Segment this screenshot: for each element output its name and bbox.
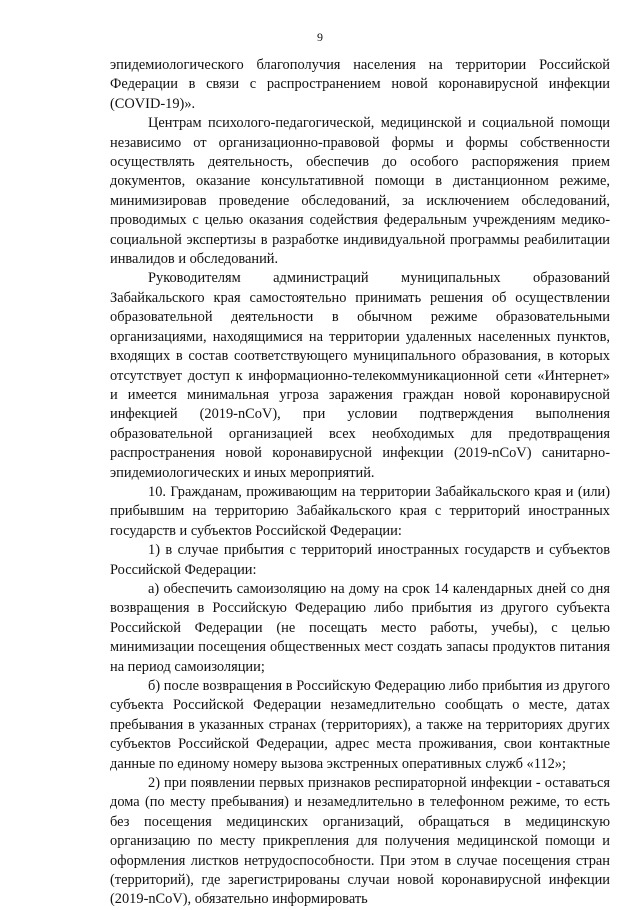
paragraph-subitem-1-arrival: 1) в случае прибытия с территорий иностранных государств и субъектов Российской Федерации: (110, 542, 610, 578)
paragraph-item-10-citizens: 10. Гражданам, проживающим на территории Забайкальского края и (или) прибывшим на территорию Забайкальского края с территорий иностранных государств и субъектов Российской Федерации: (110, 483, 610, 539)
paragraph-epidemiological-wellbeing: эпидемиологического благополучия населения на территории Российской Федерации в связи с распространением новой коронавирусной инфекции (COVID-19)». (110, 57, 610, 112)
paragraph-psychological-centers: Центрам психолого-педагогической, медицинской и социальной помощи независимо от организационно-правовой формы и формы собственности осуществлять деятельность, обеспечив до особого распоряжения прием документов, оказание консультативной помощи в дистанционном режиме, минимизировав проведение обследований, за исключением обследований, проводимых с целью оказания содействия федеральным учреждениям медико-социальной экспертизы в разработке индивидуальной программы реабилитации инвалидов и обследований. (110, 115, 610, 268)
paragraph-subitem-b-reporting: б) после возвращения в Российскую Федерацию либо прибытия из другого субъекта Российской Федерации незамедлительно сообщать о месте, датах пребывания в указанных странах (территориях), а также на территориях других субъектов Российской Федерации, адрес места проживания, свои контактные данные по единому номеру вызова экстренных оперативных служб «112»; (110, 678, 610, 772)
paragraph-subitem-a-self-isolation: а) обеспечить самоизоляцию на дому на срок 14 календарных дней со дня возвращения в Российскую Федерацию либо прибытия из другого субъекта Российской Федерации (не посещать место работы, учебы), с целью минимизации посещения общественных мест создать запасы продуктов питания на период самоизоляции; (110, 580, 610, 675)
document-body (110, 56, 610, 910)
page-number: 9 (317, 30, 323, 44)
paragraph-subitem-2-symptoms: 2) при появлении первых признаков респираторной инфекции - оставаться дома (по месту пребывания) и незамедлительно в телефонном режиме, то есть без посещения медицинских организаций, обращаться в медицинскую организацию по месту прикрепления для получения медицинской помощи и оформления листков нетрудоспособности. При этом в случае посещения стран (территорий), где зарегистрированы случаи новой коронавирусной инфекции (2019-nCoV), обязательно информировать (110, 775, 610, 908)
paragraph-municipal-heads: Руководителям администраций муниципальных образований Забайкальского края самостоятельно принимать решения об осуществлении образовательной деятельности в обычном режиме образовательными организациями, находящимися на территории удаленных населенных пунктов, входящих в состав соответствующего муниципального образования, в которых отсутствует доступ к информационно-телекоммуникационной сети «Интернет» и имеется минимальная угроза заражения граждан новой коронавирусной инфекцией (2019-nCoV), при условии подтверждения выполнения образовательной организацией всех необходимых для предотвращения распространения новой коронавирусной инфекции (2019-nCoV) санитарно-эпидемиологических и иных мероприятий. (110, 270, 610, 481)
